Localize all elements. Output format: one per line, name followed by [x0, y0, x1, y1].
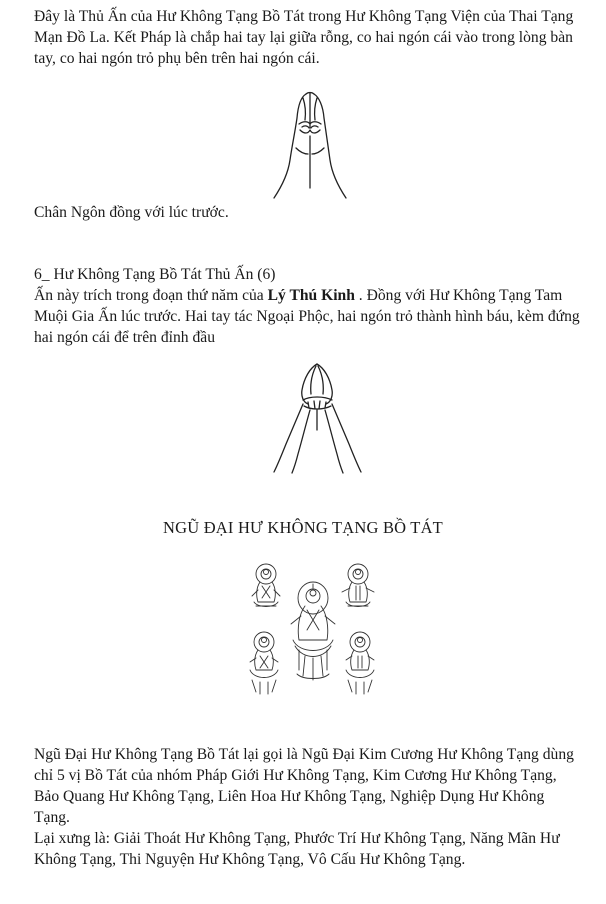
bodhisattva-top-right — [342, 564, 374, 607]
mudra-hands-illustration-2 — [270, 360, 365, 475]
bodhisattva-top-left — [252, 564, 280, 607]
section-heading-6: 6_ Hư Không Tạng Bồ Tát Thủ Ấn (6) — [34, 266, 276, 283]
mudra-hands-illustration-1 — [270, 88, 350, 203]
five-bodhisattvas-paragraph-1: Ngũ Đại Hư Không Tạng Bồ Tát lại gọi là Ngũ Đại Kim Cương Hư Không Tạng dùng chỉ 5 vị Bồ Tát của nhóm Pháp Giới Hư Không Tạng, Kim Cương Hư Không Tạng, Bảo Quang Hư Không Tạng, Liên Hoa Hư Không Tạng, Nghiệp Dụng Hư Không Tạng. — [34, 746, 574, 826]
section-title: NGŨ ĐẠI HƯ KHÔNG TẠNG BỒ TÁT — [163, 518, 443, 537]
bodhisattva-center — [291, 582, 335, 680]
mudra-description-paragraph: Đây là Thủ Ấn của Hư Không Tạng Bồ Tát trong Hư Không Tạng Viện của Thai Tạng Mạn Đồ La. Kết Pháp là chắp hai tay lại giữa rỗng, co hai ngón cái vào trong lòng bàn tay, co hai ngón trỏ phụ bên trên hai ngón cái. — [34, 8, 574, 67]
mantra-note: Chân Ngôn đồng với lúc trước. — [34, 204, 229, 221]
desc-text-after: . Đồng với Hư Không Tạng Tam Muội Gia Ấn lúc trước. Hai tay tác Ngoại Phộc, hai ngón trỏ thành hình báu, kèm đứng hai ngón cái để trên đỉnh đầu — [34, 287, 580, 346]
five-bodhisattvas-illustration — [243, 560, 383, 696]
bodhisattva-bottom-left — [250, 632, 278, 694]
bodhisattva-bottom-right — [346, 632, 374, 694]
desc-text-before: Ấn này trích trong đoạn thứ năm của — [34, 287, 268, 304]
five-bodhisattvas-paragraph-2: Lại xưng là: Giải Thoát Hư Không Tạng, Phước Trí Hư Không Tạng, Năng Mãn Hư Không Tạng, Thi Nguyện Hư Không Tạng, Vô Cấu Hư Không Tạng. — [34, 830, 560, 868]
sutra-name: Lý Thú Kinh — [267, 287, 355, 304]
mudra-6-description — [34, 285, 582, 348]
